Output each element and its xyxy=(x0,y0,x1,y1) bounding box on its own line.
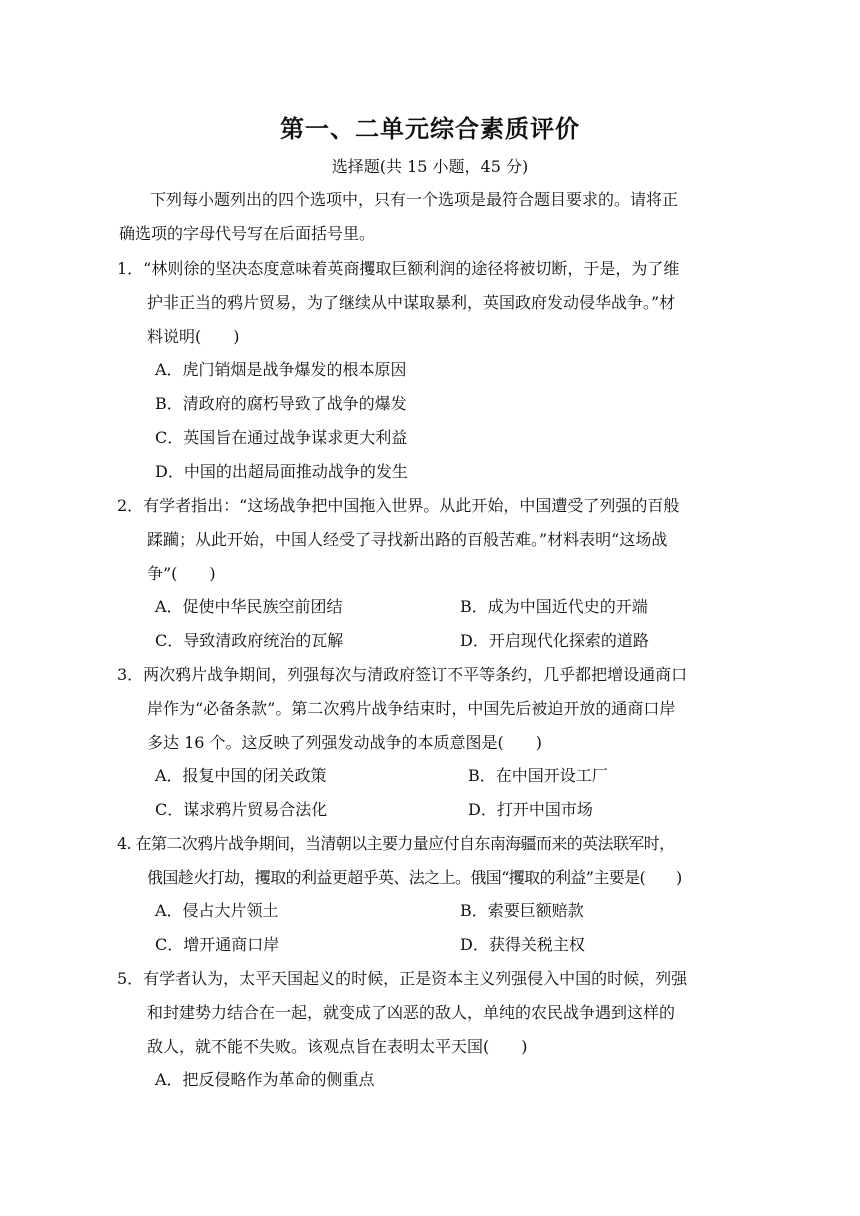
question-stem-line: 护非正当的鸦片贸易，为了继续从中谋取暴利，英国政府发动侵华战争。”材 xyxy=(147,293,676,312)
option-a: A．侵占大片领土 xyxy=(155,901,279,920)
option-c: C．英国旨在通过战争谋求更大利益 xyxy=(155,428,408,447)
option-d: D．中国的出超局面推动战争的发生 xyxy=(155,462,408,481)
question-stem-line: 料说明( ) xyxy=(147,327,240,346)
option-c: C．导致清政府统治的瓦解 xyxy=(155,631,344,650)
instructions-line: 确选项的字母代号写在后面括号里。 xyxy=(119,224,376,243)
section-heading: 选择题(共 15 小题，45 分) xyxy=(331,157,529,176)
option-b: B．索要巨额赔款 xyxy=(460,901,584,920)
question-stem-line: 5．有学者认为，太平天国起义的时候，正是资本主义列强侵入中国的时候，列强 xyxy=(117,969,688,988)
page-title: 第一、二单元综合素质评价 xyxy=(280,115,580,143)
question-stem-line: 4. 在第二次鸦片战争期间，当清朝以主要力量应付自东南海疆而来的英法联军时， xyxy=(117,834,675,853)
option-a: A．虎门销烟是战争爆发的根本原因 xyxy=(155,360,407,379)
question-stem-line: 岸作为“必备条款”。第二次鸦片战争结束时，中国先后被迫开放的通商口岸 xyxy=(147,699,676,718)
question-stem-line: 争”( ) xyxy=(147,564,216,583)
option-d: D．开启现代化探索的道路 xyxy=(460,631,649,650)
question-stem-line: 3．两次鸦片战争期间，列强每次与清政府签订不平等条约，几乎都把增设通商口 xyxy=(117,665,688,684)
option-c: C．增开通商口岸 xyxy=(155,935,280,954)
instructions-line: 下列每小题列出的四个选项中，只有一个选项是最符合题目要求的。请将正 xyxy=(150,190,679,209)
option-b: B．在中国开设工厂 xyxy=(468,766,608,785)
question-stem-line: 俄国趁火打劫，攫取的利益更超乎英、法之上。俄国“攫取的利益”主要是( ) xyxy=(147,868,682,887)
question-stem-line: 蹂躏；从此开始，中国人经受了寻找新出路的百般苦难。”材料表明“这场战 xyxy=(147,530,668,549)
question-stem-line: 敌人，就不能不失败。该观点旨在表明太平天国( ) xyxy=(147,1037,528,1056)
question-stem-line: 1．“林则徐的坚决态度意味着英商攫取巨额利润的途径将被切断，于是，为了维 xyxy=(117,259,680,278)
option-a: A．促使中华民族空前团结 xyxy=(155,597,343,616)
question-stem-line: 和封建势力结合在一起，就变成了凶恶的敌人，单纯的农民战争遇到这样的 xyxy=(147,1003,676,1022)
option-d: D．获得关税主权 xyxy=(460,935,585,954)
option-a: A．把反侵略作为革命的侧重点 xyxy=(155,1070,375,1089)
option-a: A．报复中国的闭关政策 xyxy=(155,766,327,785)
option-d: D．打开中国市场 xyxy=(468,800,593,819)
option-b: B．清政府的腐朽导致了战争的爆发 xyxy=(155,394,407,413)
option-b: B．成为中国近代史的开端 xyxy=(460,597,648,616)
question-stem-line: 多达 16 个。这反映了列强发动战争的本质意图是( ) xyxy=(147,733,543,752)
question-stem-line: 2．有学者指出：“这场战争把中国拖入世界。从此开始，中国遭受了列强的百般 xyxy=(117,496,680,515)
option-c: C．谋求鸦片贸易合法化 xyxy=(155,800,328,819)
